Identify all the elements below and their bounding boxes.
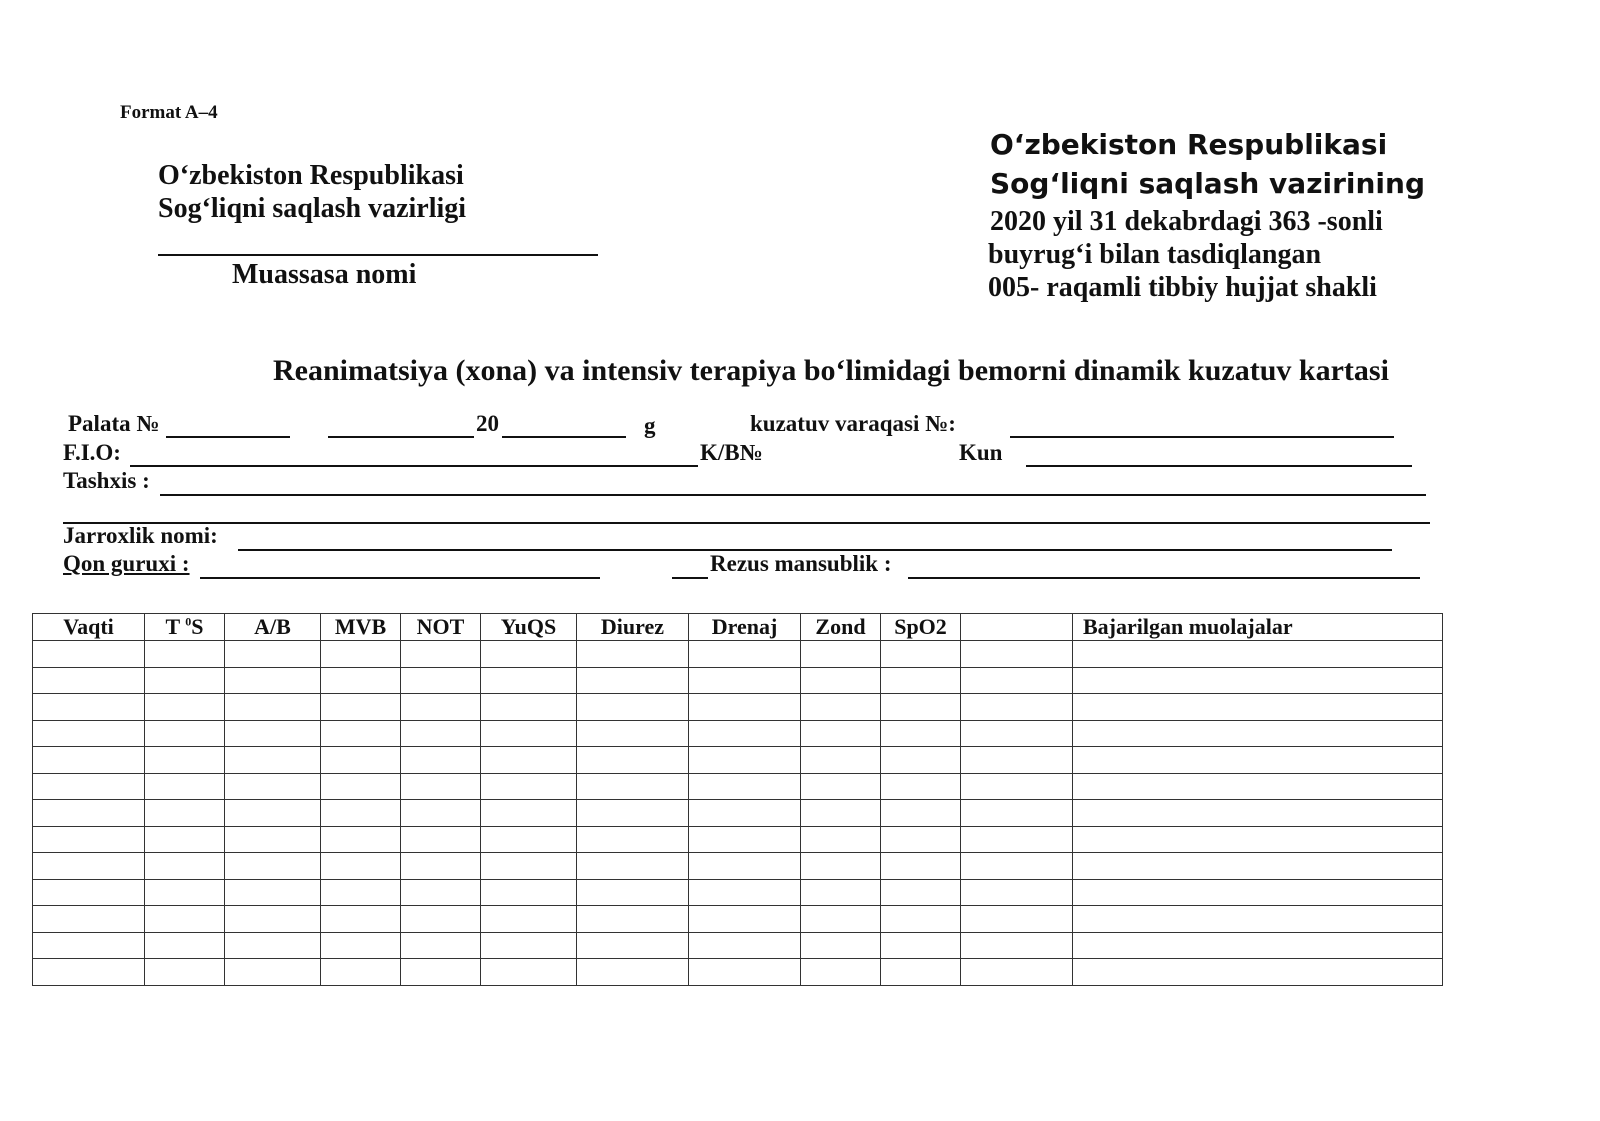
table-cell[interactable] xyxy=(321,879,401,906)
kuzatuv-label: kuzatuv varaqasi №: xyxy=(750,411,956,436)
table-cell[interactable] xyxy=(1073,906,1443,933)
col-spo2: SpO2 xyxy=(881,614,961,641)
col-temperature: T $^0$S xyxy=(145,614,225,641)
table-cell[interactable] xyxy=(689,959,801,986)
col-yuqs: YuQS xyxy=(481,614,577,641)
col-blank xyxy=(961,614,1073,641)
institution-label: Muassasa nomi xyxy=(232,259,417,290)
col-mvb: MVB xyxy=(321,614,401,641)
table-cell[interactable] xyxy=(481,826,577,853)
approval-form-number: 005- raqamli tibbiy hujjat shakli xyxy=(988,272,1377,303)
table-cell[interactable] xyxy=(577,959,689,986)
ministry-name: Sog‘liqni saqlash vazirligi xyxy=(158,193,467,224)
tashxis-line-2[interactable] xyxy=(63,522,1430,524)
table-cell[interactable] xyxy=(401,773,481,800)
tashxis-label: Tashxis : xyxy=(63,468,150,493)
table-cell[interactable] xyxy=(801,853,881,880)
table-cell[interactable] xyxy=(225,959,321,986)
table-cell[interactable] xyxy=(881,959,961,986)
table-cell[interactable] xyxy=(145,667,225,694)
table-cell[interactable] xyxy=(577,747,689,774)
col-bajarilgan: Bajarilgan muolajalar xyxy=(1073,614,1443,641)
palata-line[interactable] xyxy=(166,436,290,438)
table-cell[interactable] xyxy=(801,694,881,721)
table-cell[interactable] xyxy=(33,879,145,906)
table-cell[interactable] xyxy=(1073,800,1443,827)
table-cell[interactable] xyxy=(801,906,881,933)
table-cell[interactable] xyxy=(225,826,321,853)
table-cell[interactable] xyxy=(401,879,481,906)
table-cell[interactable] xyxy=(401,694,481,721)
approval-order: buyrug‘i bilan tasdiqlangan xyxy=(988,239,1322,270)
table-cell[interactable] xyxy=(577,826,689,853)
table-row xyxy=(33,800,1443,827)
rezus-label: Rezus mansublik : xyxy=(710,551,892,576)
table-row xyxy=(33,773,1443,800)
table-cell[interactable] xyxy=(225,906,321,933)
observation-table xyxy=(32,613,1443,986)
approval-date: 2020 yil 31 dekabrdagi 363 -sonli xyxy=(990,206,1383,237)
year-label: 20 xyxy=(476,411,499,436)
table-cell[interactable] xyxy=(225,694,321,721)
fio-label: F.I.O: xyxy=(63,440,121,465)
table-row xyxy=(33,720,1443,747)
table-cell[interactable] xyxy=(1073,826,1443,853)
table-cell[interactable] xyxy=(801,773,881,800)
table-cell[interactable] xyxy=(1073,747,1443,774)
table-cell[interactable] xyxy=(321,720,401,747)
table-cell[interactable] xyxy=(1073,720,1443,747)
table-cell[interactable] xyxy=(225,641,321,668)
table-cell[interactable] xyxy=(145,853,225,880)
table-cell[interactable] xyxy=(145,906,225,933)
col-drenaj: Drenaj xyxy=(689,614,801,641)
day-month-line[interactable] xyxy=(328,436,474,438)
table-cell[interactable] xyxy=(225,879,321,906)
table-cell[interactable] xyxy=(881,667,961,694)
table-cell[interactable] xyxy=(801,667,881,694)
table-row xyxy=(33,641,1443,668)
kun-label: Kun xyxy=(959,440,1003,465)
table-cell[interactable] xyxy=(961,747,1073,774)
tashxis-line[interactable] xyxy=(160,494,1426,496)
table-cell[interactable] xyxy=(401,906,481,933)
table-cell[interactable] xyxy=(689,800,801,827)
table-row xyxy=(33,906,1443,933)
table-cell[interactable] xyxy=(577,694,689,721)
table-cell[interactable] xyxy=(33,959,145,986)
table-cell[interactable] xyxy=(321,667,401,694)
table-cell[interactable] xyxy=(577,720,689,747)
table-cell[interactable] xyxy=(481,800,577,827)
table-cell[interactable] xyxy=(401,932,481,959)
table-cell[interactable] xyxy=(321,826,401,853)
table-cell[interactable] xyxy=(961,826,1073,853)
table-cell[interactable] xyxy=(961,932,1073,959)
table-cell[interactable] xyxy=(33,720,145,747)
table-cell[interactable] xyxy=(321,932,401,959)
table-cell[interactable] xyxy=(801,932,881,959)
table-cell[interactable] xyxy=(225,773,321,800)
jarroxlik-label: Jarroxlik nomi: xyxy=(63,523,218,548)
table-cell[interactable] xyxy=(961,667,1073,694)
year-suffix: g xyxy=(644,413,656,438)
table-cell[interactable] xyxy=(481,667,577,694)
kbn-label: K/B№ xyxy=(700,440,763,465)
table-cell[interactable] xyxy=(801,747,881,774)
qon-label: Qon guruxi : xyxy=(63,551,190,576)
table-cell[interactable] xyxy=(33,747,145,774)
table-cell[interactable] xyxy=(33,667,145,694)
table-row xyxy=(33,959,1443,986)
qon-line-2 xyxy=(672,577,708,579)
table-cell[interactable] xyxy=(801,959,881,986)
table-cell[interactable] xyxy=(577,773,689,800)
table-cell[interactable] xyxy=(145,800,225,827)
table-cell[interactable] xyxy=(145,959,225,986)
table-cell[interactable] xyxy=(689,906,801,933)
table-cell[interactable] xyxy=(689,773,801,800)
table-cell[interactable] xyxy=(689,879,801,906)
table-cell[interactable] xyxy=(481,694,577,721)
table-cell[interactable] xyxy=(401,959,481,986)
table-cell[interactable] xyxy=(481,959,577,986)
table-cell[interactable] xyxy=(225,667,321,694)
table-cell[interactable] xyxy=(145,641,225,668)
table-row xyxy=(33,667,1443,694)
table-cell[interactable] xyxy=(33,826,145,853)
table-cell[interactable] xyxy=(961,720,1073,747)
table-cell[interactable] xyxy=(401,800,481,827)
table-cell[interactable] xyxy=(961,959,1073,986)
table-cell[interactable] xyxy=(401,853,481,880)
table-cell[interactable] xyxy=(1073,853,1443,880)
table-cell[interactable] xyxy=(145,773,225,800)
qon-line[interactable] xyxy=(200,577,600,579)
table-cell[interactable] xyxy=(1073,773,1443,800)
table-cell[interactable] xyxy=(481,932,577,959)
table-cell[interactable] xyxy=(33,906,145,933)
table-cell[interactable] xyxy=(689,826,801,853)
table-cell[interactable] xyxy=(689,694,801,721)
table-cell[interactable] xyxy=(801,826,881,853)
kun-line[interactable] xyxy=(1026,465,1412,467)
col-vaqti: Vaqti xyxy=(33,614,145,641)
approval-country: O‘zbekiston Respublikasi xyxy=(990,128,1388,161)
table-row xyxy=(33,932,1443,959)
table-cell[interactable] xyxy=(225,747,321,774)
table-cell[interactable] xyxy=(881,932,961,959)
table-cell[interactable] xyxy=(689,747,801,774)
table-cell[interactable] xyxy=(401,720,481,747)
col-zond: Zond xyxy=(801,614,881,641)
kuzatuv-line[interactable] xyxy=(1010,436,1394,438)
table-cell[interactable] xyxy=(961,879,1073,906)
table-cell[interactable] xyxy=(481,773,577,800)
table-cell[interactable] xyxy=(961,906,1073,933)
table-cell[interactable] xyxy=(225,800,321,827)
table-header-row xyxy=(33,614,1443,641)
format-label: Format A–4 xyxy=(120,102,218,123)
table-cell[interactable] xyxy=(401,747,481,774)
table-cell[interactable] xyxy=(689,720,801,747)
table-cell[interactable] xyxy=(145,879,225,906)
table-row xyxy=(33,747,1443,774)
table-cell[interactable] xyxy=(1073,879,1443,906)
table-row xyxy=(33,853,1443,880)
table-cell[interactable] xyxy=(145,826,225,853)
table-cell[interactable] xyxy=(961,853,1073,880)
table-cell[interactable] xyxy=(881,853,961,880)
table-cell[interactable] xyxy=(33,932,145,959)
table-cell[interactable] xyxy=(225,720,321,747)
table-cell[interactable] xyxy=(401,641,481,668)
table-cell[interactable] xyxy=(1073,667,1443,694)
table-cell[interactable] xyxy=(321,853,401,880)
table-cell[interactable] xyxy=(801,641,881,668)
table-cell[interactable] xyxy=(33,694,145,721)
table-cell[interactable] xyxy=(321,747,401,774)
table-cell[interactable] xyxy=(881,641,961,668)
table-cell[interactable] xyxy=(481,906,577,933)
col-diurez: Diurez xyxy=(577,614,689,641)
table-cell[interactable] xyxy=(481,747,577,774)
fio-line[interactable] xyxy=(130,465,698,467)
table-cell[interactable] xyxy=(881,720,961,747)
table-cell[interactable] xyxy=(801,879,881,906)
document-title: Reanimatsiya (xona) va intensiv terapiya bo‘limidagi bemorni dinamik kuzatuv kartasi xyxy=(273,354,1389,387)
table-cell[interactable] xyxy=(689,853,801,880)
col-ab: A/B xyxy=(225,614,321,641)
table-cell[interactable] xyxy=(145,747,225,774)
table-cell[interactable] xyxy=(481,879,577,906)
table-cell[interactable] xyxy=(689,667,801,694)
table-cell[interactable] xyxy=(881,826,961,853)
table-cell[interactable] xyxy=(961,641,1073,668)
table-cell[interactable] xyxy=(33,641,145,668)
table-cell[interactable] xyxy=(145,932,225,959)
table-cell[interactable] xyxy=(881,773,961,800)
table-cell[interactable] xyxy=(801,800,881,827)
palata-label: Palata № xyxy=(68,411,160,436)
table-cell[interactable] xyxy=(481,720,577,747)
table-cell[interactable] xyxy=(321,773,401,800)
table-cell[interactable] xyxy=(881,879,961,906)
table-cell[interactable] xyxy=(1073,641,1443,668)
table-row xyxy=(33,826,1443,853)
table-cell[interactable] xyxy=(33,853,145,880)
rezus-line[interactable] xyxy=(908,577,1420,579)
table-row xyxy=(33,694,1443,721)
table-cell[interactable] xyxy=(321,694,401,721)
table-cell[interactable] xyxy=(881,694,961,721)
table-cell[interactable] xyxy=(577,879,689,906)
table-cell[interactable] xyxy=(577,641,689,668)
table-cell[interactable] xyxy=(881,800,961,827)
table-cell[interactable] xyxy=(577,932,689,959)
table-cell[interactable] xyxy=(321,906,401,933)
table-cell[interactable] xyxy=(577,906,689,933)
table-cell[interactable] xyxy=(881,906,961,933)
table-cell[interactable] xyxy=(481,853,577,880)
table-cell[interactable] xyxy=(577,800,689,827)
table-cell[interactable] xyxy=(321,800,401,827)
table-cell[interactable] xyxy=(225,932,321,959)
table-cell[interactable] xyxy=(689,641,801,668)
table-cell[interactable] xyxy=(401,667,481,694)
table-cell[interactable] xyxy=(401,826,481,853)
table-cell[interactable] xyxy=(881,747,961,774)
table-cell[interactable] xyxy=(321,959,401,986)
approval-ministry: Sog‘liqni saqlash vazirining xyxy=(990,167,1425,200)
table-cell[interactable] xyxy=(961,694,1073,721)
table-cell[interactable] xyxy=(321,641,401,668)
table-cell[interactable] xyxy=(481,641,577,668)
table-cell[interactable] xyxy=(801,720,881,747)
table-row xyxy=(33,879,1443,906)
table-cell[interactable] xyxy=(577,667,689,694)
table-cell[interactable] xyxy=(225,853,321,880)
table-cell[interactable] xyxy=(33,800,145,827)
year-line[interactable] xyxy=(502,436,626,438)
institution-line xyxy=(158,254,598,256)
table-cell[interactable] xyxy=(33,773,145,800)
table-cell[interactable] xyxy=(961,800,1073,827)
table-cell[interactable] xyxy=(1073,932,1443,959)
table-cell[interactable] xyxy=(1073,694,1443,721)
table-cell[interactable] xyxy=(1073,959,1443,986)
table-cell[interactable] xyxy=(145,694,225,721)
table-cell[interactable] xyxy=(961,773,1073,800)
table-cell[interactable] xyxy=(689,932,801,959)
table-cell[interactable] xyxy=(577,853,689,880)
ministry-country: O‘zbekiston Respublikasi xyxy=(158,160,464,191)
col-not: NOT xyxy=(401,614,481,641)
table-cell[interactable] xyxy=(145,720,225,747)
